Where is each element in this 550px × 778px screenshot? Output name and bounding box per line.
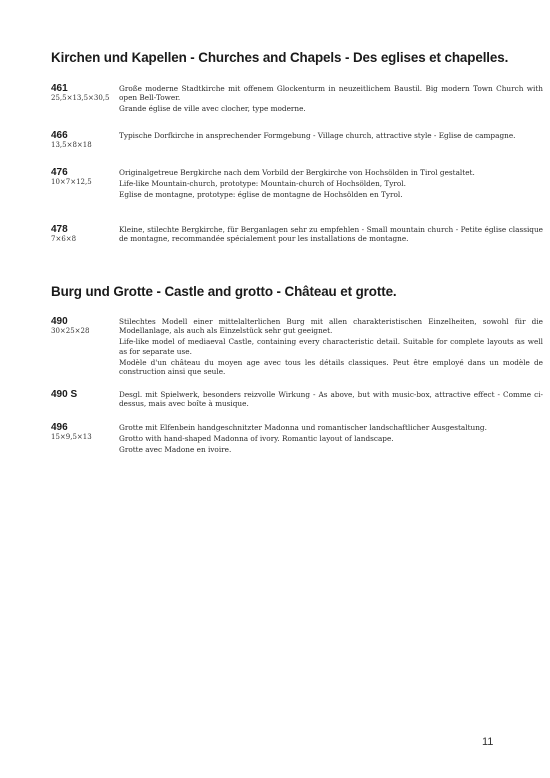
item-dimensions: 7×6×8 [51, 235, 77, 243]
description-line: Life-like Mountain-church, prototype: Mountain-church of Hochsölden, Tyrol. [119, 179, 406, 189]
page-number: 11 [482, 736, 494, 748]
item-description [119, 84, 543, 116]
item-description [119, 390, 543, 410]
item-description [119, 317, 543, 378]
description-line: Eglise de montagne, prototype: église de montagne de Hochsölden en Tyrol. [119, 190, 403, 200]
item-number: 476 [51, 167, 68, 178]
item-dimensions: 25,5×13,5×30,5 [51, 94, 110, 102]
description-line: Kleine, stilechte Bergkirche, für Berganlagen sehr zu empfehlen - Small mountain church - Petite église classique de montagne, recommandée spécialement pour les installations de montagne. [119, 225, 543, 244]
description-line: Grotto with hand-shaped Madonna of ivory. Romantic layout of landscape. [119, 434, 394, 444]
item-dimensions: 10×7×12,5 [51, 178, 92, 186]
item-number: 490 [51, 316, 68, 327]
section-title-churches: Kirchen und Kapellen - Churches and Chapels - Des eglises et chapelles. [51, 50, 509, 65]
description-line: Grotte avec Madone en ivoire. [119, 445, 232, 455]
item-dimensions: 13,5×8×18 [51, 141, 92, 149]
description-line: Originalgetreue Bergkirche nach dem Vorbild der Bergkirche von Hochsölden in Tirol gestaltet. [119, 168, 475, 177]
description-line: Stilechtes Modell einer mittelalterlichen Burg mit allen charakteristischen Einzelheiten, sowohl für die Modellanlage, als auch als Einzelstück sehr gut geeignet. [119, 317, 543, 336]
description-line: Life-like model of mediaeval Castle, containing every characteristic detail. Suitable for complete layouts as well as for separate use. [119, 337, 543, 356]
description-line: Typische Dorfkirche in ansprechender Formgebung - Village church, attractive style - Eglise de campagne. [119, 131, 516, 140]
description-line: Grande église de ville avec clocher, type moderne. [119, 104, 306, 114]
item-description [119, 225, 543, 245]
description-line: Große moderne Stadtkirche mit offenem Glockenturm in neuzeitlichem Baustil. Big modern Town Church with open Bell-Tower. [119, 84, 543, 103]
item-number: 478 [51, 224, 68, 235]
item-number: 490 S [51, 389, 78, 400]
catalog-entry-466 [51, 130, 516, 160]
catalog-entry-478 [51, 224, 543, 258]
item-description [119, 168, 543, 202]
item-number: 461 [51, 83, 68, 94]
item-description [119, 131, 543, 142]
item-number: 466 [51, 130, 68, 141]
description-line: Grotte mit Elfenbein handgeschnitzter Madonna und romantischer landschaftlicher Ausgestaltung. [119, 423, 487, 432]
item-description [119, 423, 543, 457]
catalog-entry-490s [51, 389, 543, 415]
catalog-entry-476 [51, 167, 501, 215]
catalog-entry-490 [51, 316, 543, 377]
catalog-entry-461 [51, 83, 543, 123]
description-line: Desgl. mit Spielwerk, besonders reizvolle Wirkung - As above, but with music-box, attractive effect - Comme ci-dessus, mais avec boîte à musique. [119, 390, 543, 409]
item-number: 496 [51, 422, 68, 433]
catalog-entry-496 [51, 422, 501, 468]
section-title-castle: Burg und Grotte - Castle and grotto - Château et grotte. [51, 284, 397, 299]
item-dimensions: 30×25×28 [51, 327, 90, 335]
item-dimensions: 15×9,5×13 [51, 433, 92, 441]
description-line: Modèle d'un château du moyen age avec tous les détails classiques. Peut être employé dans un modèle de construction ainsi que seule. [119, 357, 543, 377]
